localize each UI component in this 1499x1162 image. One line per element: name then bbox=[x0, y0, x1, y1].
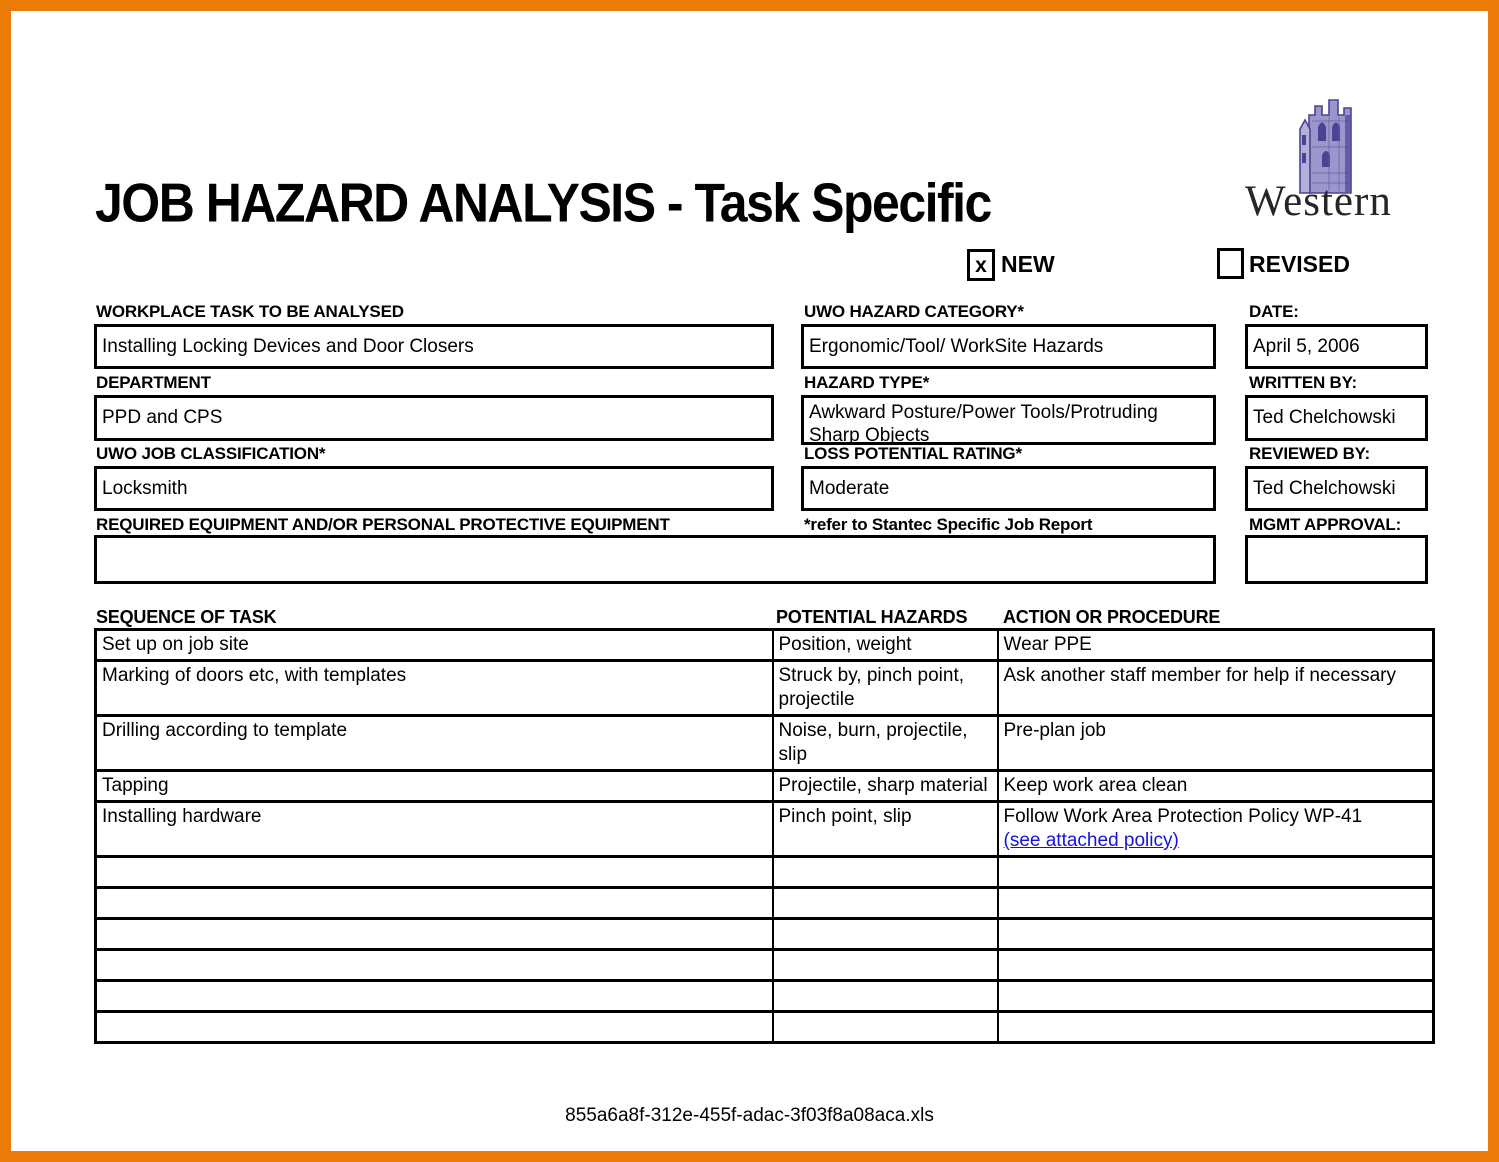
mgmt-approval-field bbox=[1245, 535, 1428, 584]
action-cell bbox=[998, 888, 1434, 919]
table-row-empty bbox=[96, 981, 1434, 1012]
written-by-label: WRITTEN BY: bbox=[1249, 373, 1357, 392]
action-cell bbox=[998, 950, 1434, 981]
hazards-cell: Pinch point, slip bbox=[773, 802, 998, 857]
task-cell: Tapping bbox=[96, 771, 773, 802]
loss-potential-label: LOSS POTENTIAL RATING* bbox=[804, 444, 1022, 463]
action-cell: Wear PPE bbox=[998, 630, 1434, 661]
table-row-empty bbox=[96, 919, 1434, 950]
hazard-category-value: Ergonomic/Tool/ WorkSite Hazards bbox=[809, 335, 1104, 357]
action-cell: Ask another staff member for help if necessary bbox=[998, 661, 1434, 716]
hazard-category-label: UWO HAZARD CATEGORY* bbox=[804, 302, 1024, 321]
required-equipment-label: REQUIRED EQUIPMENT AND/OR PERSONAL PROTECTIVE EQUIPMENT bbox=[96, 515, 670, 534]
western-logo-text: Western bbox=[1245, 178, 1392, 225]
hazards-cell bbox=[773, 1012, 998, 1043]
department-value: PPD and CPS bbox=[102, 407, 223, 428]
loss-potential-value: Moderate bbox=[809, 477, 890, 499]
table-row bbox=[96, 661, 1434, 716]
workplace-task-value: Installing Locking Devices and Door Closers bbox=[102, 335, 474, 357]
table-row-empty bbox=[96, 857, 1434, 888]
action-text: Follow Work Area Protection Policy WP-41 bbox=[1003, 806, 1363, 827]
department-field bbox=[94, 395, 774, 441]
task-cell bbox=[96, 857, 773, 888]
job-classification-field bbox=[94, 466, 774, 511]
column-header-sequence: SEQUENCE OF TASK bbox=[96, 607, 277, 627]
task-table bbox=[94, 628, 1435, 1044]
task-cell bbox=[96, 981, 773, 1012]
workplace-task-label: WORKPLACE TASK TO BE ANALYSED bbox=[96, 302, 404, 321]
table-row bbox=[96, 630, 1434, 661]
table-row-empty bbox=[96, 1012, 1434, 1043]
hazards-cell bbox=[773, 981, 998, 1012]
hazards-cell bbox=[773, 888, 998, 919]
table-row bbox=[96, 802, 1434, 857]
task-cell: Marking of doors etc, with templates bbox=[96, 661, 773, 716]
written-by-field bbox=[1245, 395, 1428, 441]
date-field bbox=[1245, 324, 1428, 369]
new-checkbox-label: NEW bbox=[1001, 251, 1055, 277]
hazards-cell: Struck by, pinch point, projectile bbox=[773, 661, 998, 716]
revised-checkbox-label: REVISED bbox=[1249, 251, 1350, 277]
task-cell bbox=[96, 888, 773, 919]
task-cell: Set up on job site bbox=[96, 630, 773, 661]
action-cell bbox=[998, 857, 1434, 888]
column-header-action: ACTION OR PROCEDURE bbox=[1003, 607, 1221, 627]
table-row bbox=[96, 716, 1434, 771]
hazard-type-label: HAZARD TYPE* bbox=[804, 373, 930, 392]
footer-filename: 855a6a8f-312e-455f-adac-3f03f8a08aca.xls bbox=[565, 1105, 934, 1126]
column-header-hazards: POTENTIAL HAZARDS bbox=[776, 607, 968, 627]
hazards-cell bbox=[773, 919, 998, 950]
task-cell: Drilling according to template bbox=[96, 716, 773, 771]
action-cell: Pre-plan job bbox=[998, 716, 1434, 771]
hazard-type-value: Awkward Posture/Power Tools/Protruding Sharp Objects bbox=[809, 402, 1158, 446]
hazard-type-field bbox=[801, 395, 1216, 445]
new-checkbox[interactable] bbox=[967, 249, 995, 281]
task-cell bbox=[96, 950, 773, 981]
reviewed-by-label: REVIEWED BY: bbox=[1249, 444, 1371, 463]
written-by-value: Ted Chelchowski bbox=[1253, 407, 1396, 428]
job-classification-value: Locksmith bbox=[102, 477, 188, 499]
date-value: April 5, 2006 bbox=[1253, 335, 1360, 357]
hazards-cell: Projectile, sharp material bbox=[773, 771, 998, 802]
stantec-note: *refer to Stantec Specific Job Report bbox=[804, 515, 1093, 534]
task-cell bbox=[96, 1012, 773, 1043]
hazard-category-field bbox=[801, 324, 1216, 369]
task-cell: Installing hardware bbox=[96, 802, 773, 857]
loss-potential-field bbox=[801, 466, 1216, 511]
required-equipment-field bbox=[94, 535, 1216, 584]
reviewed-by-field bbox=[1245, 466, 1428, 511]
table-row bbox=[96, 771, 1434, 802]
page-title: JOB HAZARD ANALYSIS - Task Specific bbox=[95, 172, 991, 234]
hazards-cell: Noise, burn, projectile, slip bbox=[773, 716, 998, 771]
western-logo bbox=[1243, 95, 1413, 225]
reviewed-by-value: Ted Chelchowski bbox=[1253, 477, 1396, 499]
department-label: DEPARTMENT bbox=[96, 373, 211, 392]
action-cell: Keep work area clean bbox=[998, 771, 1434, 802]
job-classification-label: UWO JOB CLASSIFICATION* bbox=[96, 444, 326, 463]
mgmt-approval-label: MGMT APPROVAL: bbox=[1249, 515, 1402, 534]
date-label: DATE: bbox=[1249, 302, 1299, 321]
action-cell bbox=[998, 919, 1434, 950]
action-cell bbox=[998, 981, 1434, 1012]
hazards-cell bbox=[773, 857, 998, 888]
action-cell bbox=[998, 802, 1434, 857]
see-attached-policy-link[interactable]: (see attached policy) bbox=[1003, 830, 1179, 851]
action-cell bbox=[998, 1012, 1434, 1043]
task-cell bbox=[96, 919, 773, 950]
revised-checkbox[interactable] bbox=[1217, 248, 1244, 279]
new-checkbox-mark: x bbox=[975, 253, 987, 277]
workplace-task-field bbox=[94, 324, 774, 369]
table-row-empty bbox=[96, 950, 1434, 981]
hazards-cell bbox=[773, 950, 998, 981]
table-row-empty bbox=[96, 888, 1434, 919]
hazards-cell: Position, weight bbox=[773, 630, 998, 661]
